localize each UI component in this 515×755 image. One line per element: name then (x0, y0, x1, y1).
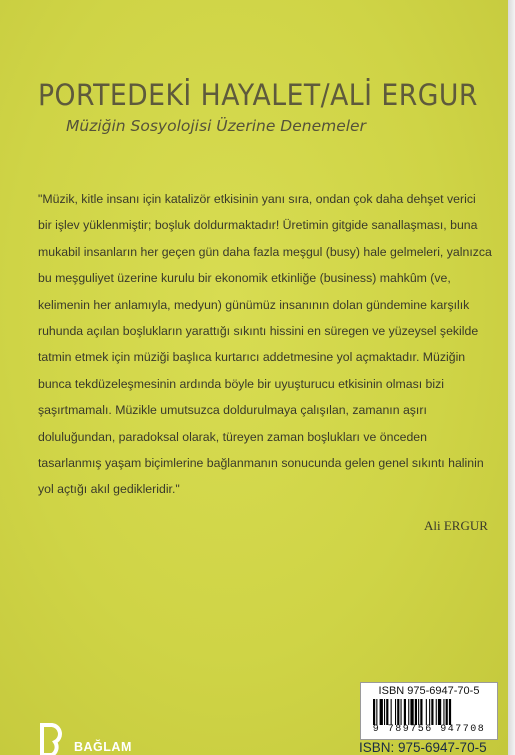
barcode-isbn-label: ISBN 975-6947-70-5 (378, 685, 480, 697)
blurb-line: kelimenin her anlamıyla, medyun) günümüz insanının dolan gündemine karşılık (38, 297, 470, 312)
blurb-quote (38, 186, 492, 503)
blurb-line: tasarlanmış yaşam biçimlerine bağlanmanın sonucunda gelen genel sıkıntı halinin (38, 456, 484, 471)
blurb-line: tatmin etmek için müziği başlıca kurtarıcı addetmesine yol açmaktadır. Müziğin (38, 350, 466, 365)
blurb-author: Ali ERGUR (424, 518, 488, 533)
blurb-line: doluluğundan, paradoksal olarak, türeyen zaman boşlukları ve önceden (38, 429, 427, 444)
blurb-line: mukabil insanların her geçen gün daha fazla meşgul (busy) hale gelmeleri, yalnızca (38, 244, 492, 259)
blurb-line: bu meşguliyet üzerine kurulu bir ekonomik etkinliğe (business) mahkûm (ve, (38, 271, 451, 286)
blurb-line: "Müzik, kitle insanı için katalizör etkisinin yanı sıra, ondan çok daha dehşet verici (38, 192, 476, 206)
footer-isbn: ISBN: 975-6947-70-5 (359, 740, 487, 755)
blurb-line: bir işlev yüklenmiştir; boşluk doldurmaktadır! Üretimin gitgide sanallaşması, buna (38, 218, 478, 233)
blurb-line: şaşırtmamalı. Müzikle umutsuzca doldurulmaya çalışılan, zamanın aşırı (38, 403, 427, 418)
baglam-logo-icon (38, 723, 68, 755)
barcode-digits: 9 789756 947708 (372, 724, 486, 735)
barcode-icon (373, 699, 485, 725)
blurb-line: bunca tekdüzeleşmesinin ardında böyle bir uyuşturucu etkisinin olması bizi (38, 376, 445, 391)
book-title: PORTEDEKİ HAYALET/ALİ ERGUR (38, 78, 478, 112)
blurb-line: ruhunda açılan boşlukların yarattığı sıkıntı hissini en süregen ve yüzeysel şekilde (38, 324, 479, 339)
book-subtitle: Müziğin Sosyolojisi Üzerine Denemeler (66, 117, 366, 135)
barcode-panel (360, 682, 498, 740)
publisher-name: BAĞLAM (74, 740, 132, 754)
page-edge (508, 0, 515, 755)
blurb-line: yol açtığı akıl gedikleridir." (38, 482, 180, 497)
